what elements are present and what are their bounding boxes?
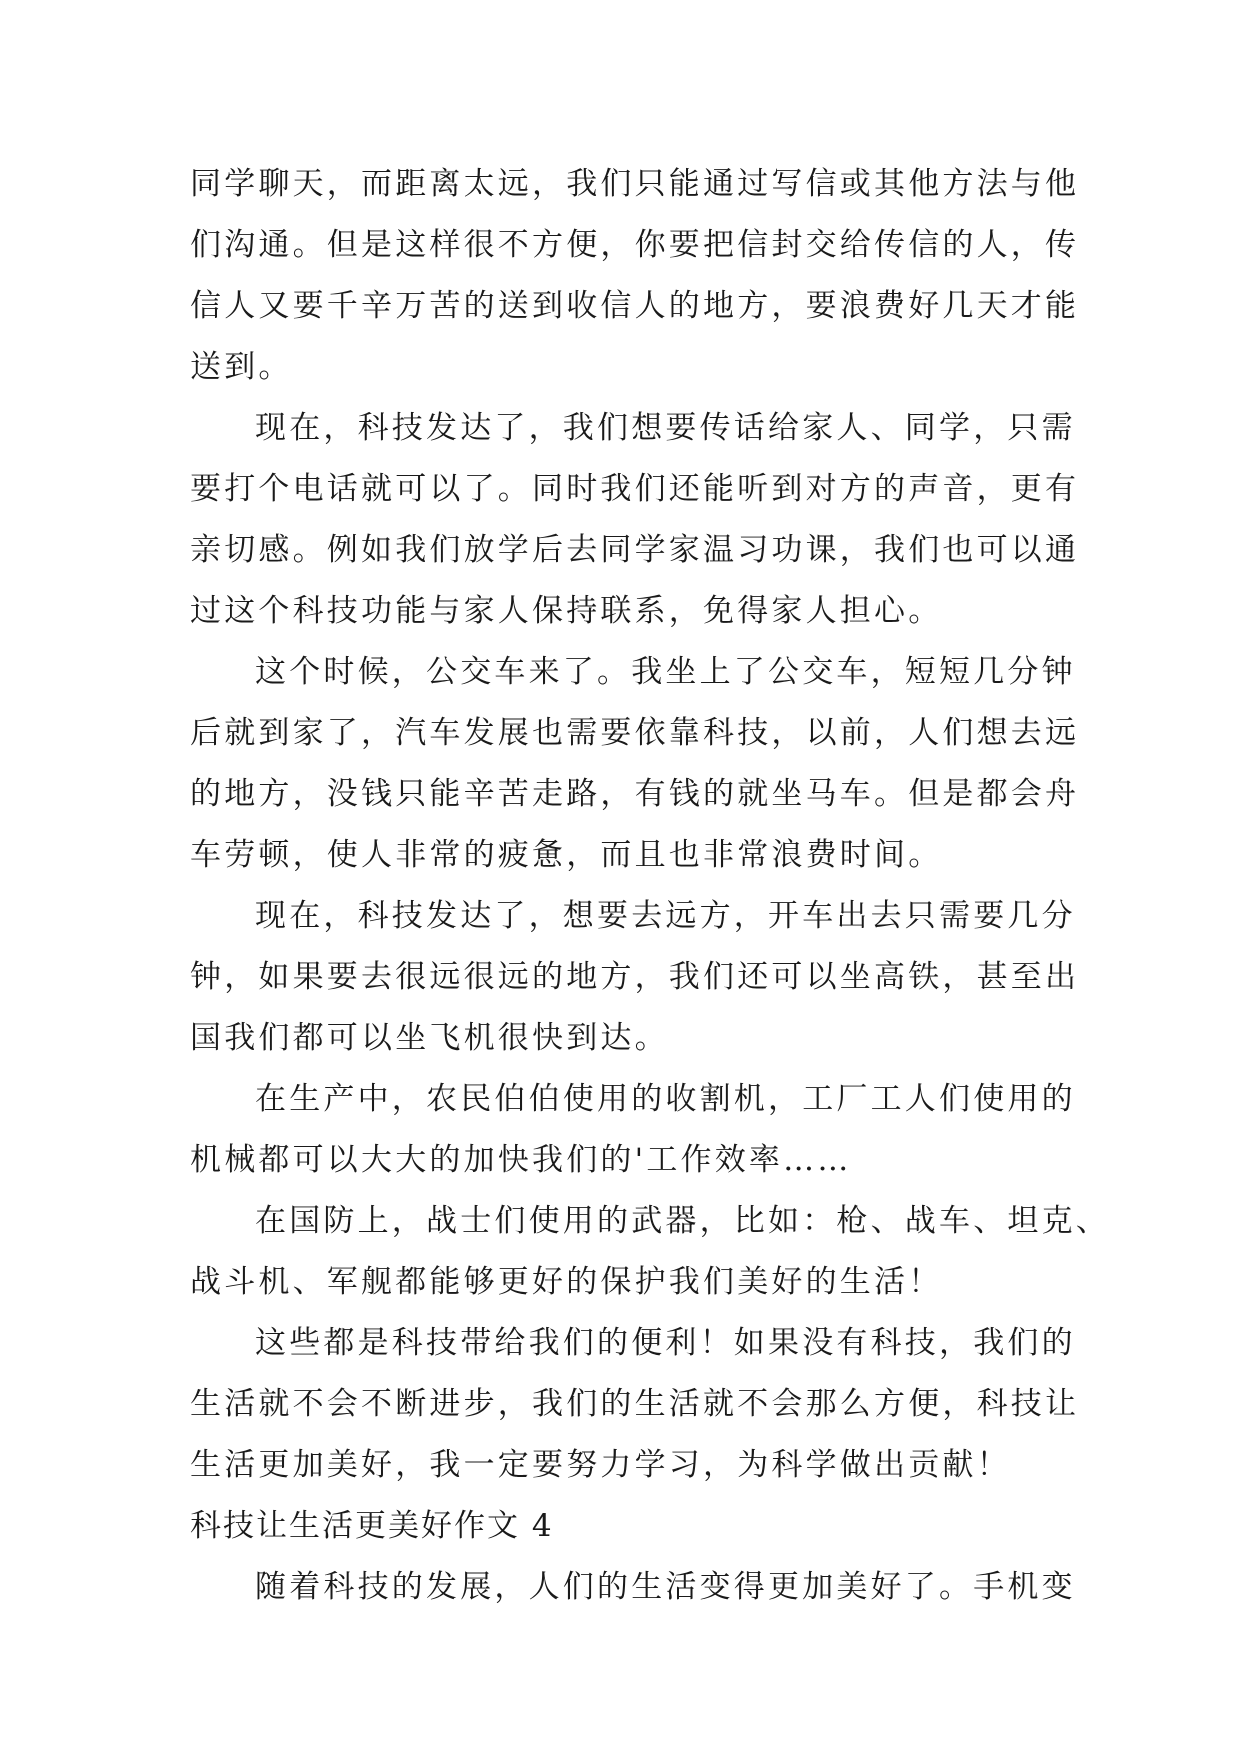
paragraph-first-line: 现在，科技发达了，我们想要传话给家人、同学，只需 [255, 410, 1076, 446]
paragraph-first-line: 现在，科技发达了，想要去远方，开车出去只需要几分 [255, 898, 1076, 934]
text-line: 亲切感。例如我们放学后去同学家温习功课，我们也可以通 [190, 532, 1080, 568]
text-line: 同学聊天，而距离太远，我们只能通过写信或其他方法与他 [190, 166, 1080, 202]
paragraph-first-line: 随着科技的发展，人们的生活变得更加美好了。手机变 [255, 1569, 1076, 1605]
paragraph-first-line: 在国防上，战士们使用的武器，比如：枪、战车、坦克、 [255, 1203, 1110, 1239]
text-line: 信人又要千辛万苦的送到收信人的地方，要浪费好几天才能 [190, 288, 1080, 324]
text-line: 机械都可以大大的加快我们的'工作效率…… [190, 1142, 852, 1178]
text-line: 生活更加美好，我一定要努力学习，为科学做出贡献！ [190, 1447, 1011, 1483]
text-line: 国我们都可以坐飞机很快到达。 [190, 1020, 669, 1056]
text-line: 们沟通。但是这样很不方便，你要把信封交给传信的人，传 [190, 227, 1080, 263]
text-line: 送到。 [190, 349, 293, 385]
paragraph-first-line: 这些都是科技带给我们的便利！如果没有科技，我们的 [255, 1325, 1076, 1361]
text-line: 钟，如果要去很远很远的地方，我们还可以坐高铁，甚至出 [190, 959, 1080, 995]
text-line: 的地方，没钱只能辛苦走路，有钱的就坐马车。但是都会舟 [190, 776, 1080, 812]
paragraph-first-line: 在生产中，农民伯伯使用的收割机，工厂工人们使用的 [255, 1081, 1076, 1117]
text-line: 后就到家了，汽车发展也需要依靠科技，以前，人们想去远 [190, 715, 1080, 751]
text-line: 要打个电话就可以了。同时我们还能听到对方的声音，更有 [190, 471, 1080, 507]
document-body [190, 154, 1110, 1618]
text-line: 车劳顿，使人非常的疲惫，而且也非常浪费时间。 [190, 837, 943, 873]
text-line: 生活就不会不断进步，我们的生活就不会那么方便，科技让 [190, 1386, 1080, 1422]
text-line: 过这个科技功能与家人保持联系，免得家人担心。 [190, 593, 943, 629]
paragraph-first-line: 这个时候，公交车来了。我坐上了公交车，短短几分钟 [255, 654, 1076, 690]
section-heading: 科技让生活更美好作文 4 [190, 1508, 554, 1544]
text-line: 战斗机、军舰都能够更好的保护我们美好的生活！ [190, 1264, 943, 1300]
